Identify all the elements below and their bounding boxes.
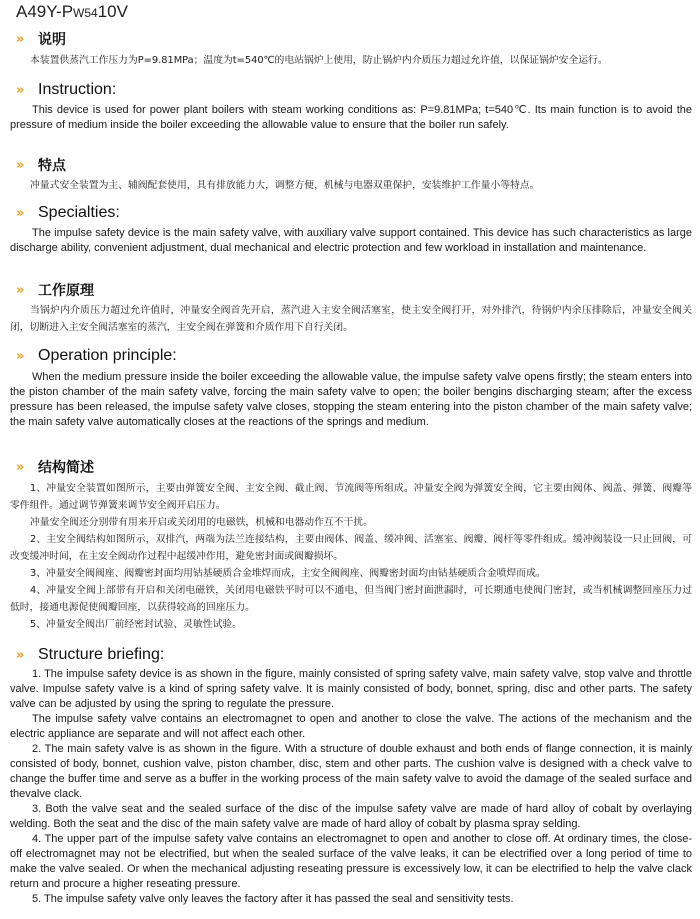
heading-briefing: Structure briefing: (38, 646, 165, 663)
list-item-jiegou-3: 3、冲量安全阀阀座、阀瓣密封面均用钴基硬质合金堆焊而成，主安全阀阀座、阀瓣密封面均由钴基硬质合金喷焊而成。 (30, 568, 546, 579)
list-item-briefing-3: 3. Both the valve seat and the sealed surface of the disc of the impulse safety valve are made of hard alloy of cobalt by overlaying welding. Both the seat and the disc of the main safety valve are made of hard alloy of cobalt by plasma spray selding. (10, 803, 692, 830)
list-item-jiegou-1b: 冲量安全阀还分别带有用来开启或关闭用的电磁铁，机械和电器动作互不干扰。 (30, 517, 373, 528)
section-heading-shuoming (10, 26, 692, 52)
list-item-jiegou-5: 5、冲量安全阀出厂前经密封试验、灵敏性试验。 (30, 619, 242, 630)
chevron-icon: » (16, 282, 22, 298)
chevron-icon: » (16, 82, 22, 98)
list-item-briefing-1: 1. The impulse safety device is as shown in the figure, mainly consisted of spring safety valve, main safety valve, stop valve and throttle valve. Impulse safety valve is a kind of spring safety valve. It is mainly consisted of body, bonnet, spring, disc and other parts. The safety valve can be adjusted by using the spring to regulate the pressure. (10, 668, 692, 710)
section-heading-instruction (10, 77, 692, 103)
section-heading-yuanli (10, 278, 692, 302)
chevron-icon: » (16, 647, 22, 663)
list-item-briefing-5: 5. The impulse safety valve only leaves the factory after it has passed the seal and sensitivity tests. (32, 893, 514, 905)
list-item-jiegou-1: 1、冲量安全装置如图所示，主要由弹簧安全阀、主安全阀、截止阀、节流阀等所组成。冲量安全阀为弹簧安全阀，它主要由阀体、阀盖、弹簧、阀瓣等零件组件。通过调节弹簧来调节安全阀开启压力。 (10, 483, 692, 511)
list-item-jiegou-2: 2、主安全阀结构如图所示，双排汽，两端为法兰连接结构，主要由阀体、阀盖、缓冲阀、活塞室、阀瓣、阀杆等零件组成。缓冲阀装设一只止回阀，可改变缓冲时间，在主安全阀动作过程中起缓冲作用，避免密封面或阀瓣损坏。 (10, 534, 692, 562)
section-heading-jiegou (10, 454, 692, 480)
section-heading-tedian (10, 153, 692, 177)
paragraph-tedian: 冲量式安全装置为主、辅阀配套使用，具有排放能力大，调整方便，机械与电器双重保护，安装维护工作量小等特点。 (30, 180, 540, 191)
model-sub: W54 (73, 6, 98, 20)
paragraph-shuoming: 本装置供蒸汽工作压力为P=9.81MPa；温度为t=540℃的电站锅炉上使用，防止锅炉内介质压力超过允许值，以保证锅炉安全运行。 (30, 55, 608, 66)
heading-specialties: Specialties: (38, 204, 120, 221)
chevron-icon: » (16, 348, 22, 364)
chevron-icon: » (16, 31, 22, 47)
paragraph-instruction: This device is used for power plant boilers with steam working conditions as: P=9.81MPa; t=540℃. Its main function is to avoid the pressure of medium inside the boiler exceeding the allowable value to ensure that the boiler run safely. (10, 104, 692, 131)
heading-shuoming: 说明 (38, 32, 66, 48)
section-heading-principle (10, 342, 692, 370)
section-heading-specialties (10, 200, 692, 226)
heading-principle: Operation principle: (38, 347, 177, 364)
heading-yuanli: 工作原理 (38, 283, 94, 299)
section-heading-briefing (10, 643, 692, 667)
heading-tedian: 特点 (38, 158, 66, 174)
list-item-briefing-2: 2. The main safety valve is as shown in the figure. With a structure of double exhaust and both ends of flange connection, it is mainly consisted of body, bonnet, cushion valve, piston chamber, disc, stem and other parts. The cushion valve is designed with a check valve to change the buffer time and serve as a buffer in the working process of the main safety valve to avoid the damage of the sealed surface and thevalve clack. (10, 743, 692, 800)
chevron-icon: » (16, 459, 22, 475)
list-item-jiegou-4: 4、冲量安全阀上部带有开启和关闭电磁铁，关闭用电磁铁平时可以不通电，但当阀门密封面泄漏时，可长期通电使阀门密封，或当机械调整回座压力过低时，接通电源促使阀瓣回座，以获得较高的回座压力。 (10, 585, 692, 613)
heading-jiegou: 结构简述 (38, 460, 94, 476)
list-item-briefing-4: 4. The upper part of the impulse safety valve contains an electromagnet to open and another to close off. At ordinary times, the close-off electromagnet may not be electrified, but when the sealed surface of the valve leaks, it can be electrified over a long period of time to make the valve sealed. Or when the mechanical adjusting reseating pressure is excessively low, it can be electrified to help the valve clack return and procure a higher reseating pressure. (10, 833, 692, 890)
paragraph-yuanli: 当锅炉内介质压力超过允许值时，冲量安全阀首先开启，蒸汽进入主安全阀活塞室，使主安全阀打开，对外排汽，待锅炉内余压排除后，冲量安全阀关闭，切断进入主安全阀活塞室的蒸汽，主安全阀在弹簧和介质作用下自行关闭。 (10, 305, 692, 333)
list-item-briefing-1b: The impulse safety valve contains an electromagnet to open and another to close the valve. The actions of the mechanism and the electric appliance are separate and will not affect each other. (10, 713, 692, 740)
chevron-icon: » (16, 205, 22, 221)
paragraph-principle: When the medium pressure inside the boiler exceeding the allowable value, the impulse safety valve opens firstly; the steam enters into the piston chamber of the main safety valve, forcing the main safety valve to open; the boiler bengins discharging steam; after the excess pressure has been released, the impulse safety valve closes, stopping the steam entering into the piston chamber of the main safety valve; the main safety valve automatically closes at the reactions of the springs and medium. (10, 371, 692, 428)
model-number (10, 0, 692, 26)
chevron-icon: » (16, 157, 22, 173)
paragraph-specialties: The impulse safety device is the main safety valve, with auxiliary valve support contained. This device has such characteristics as large discharge ability, convenient adjustment, dual mechanical and electric protection and few workload in installation and maintenance. (10, 227, 692, 254)
model-tail: 10V (97, 2, 128, 21)
model-main: A49Y-P (16, 2, 74, 21)
heading-instruction: Instruction: (38, 81, 117, 98)
